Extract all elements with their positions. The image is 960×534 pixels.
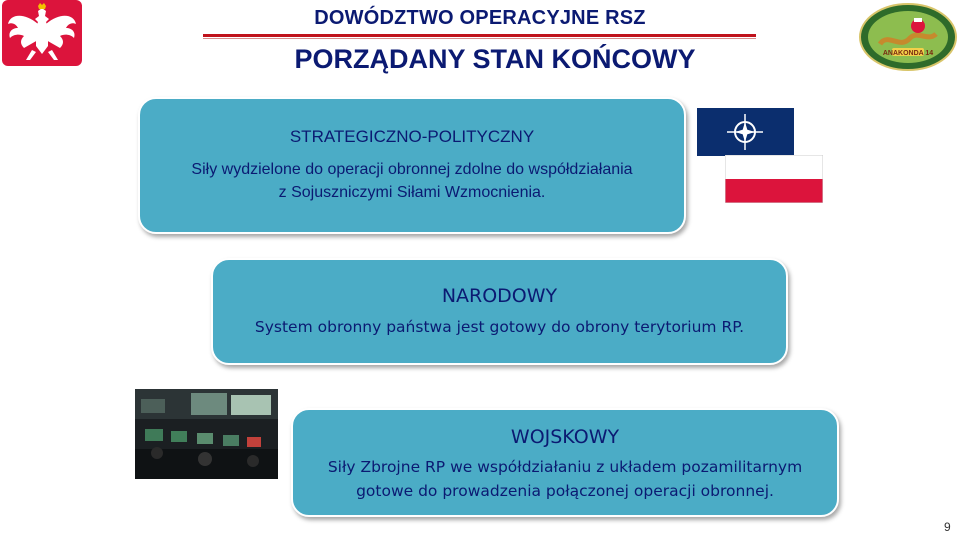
card-body-line: z Sojuszniczymi Siłami Wzmocnienia. <box>278 184 546 201</box>
card-body <box>140 158 684 204</box>
badge-name: ANAKONDA 14 <box>882 50 934 57</box>
card-body-line: Siły Zbrojne RP we współdziałaniu z układem pozamilitarnym <box>327 458 803 476</box>
national-card <box>211 258 788 365</box>
military-card <box>291 408 839 517</box>
organization-title: DOWÓDZTWO OPERACYJNE RSZ <box>314 7 646 29</box>
card-body-line: System obronny państwa jest gotowy do obrony terytorium RP. <box>254 318 745 336</box>
strategic-political-card <box>138 97 686 234</box>
card-heading: NARODOWY <box>441 285 558 307</box>
card-body <box>293 455 837 503</box>
card-body-line: Siły wydzielone do operacji obronnej zdolne do współdziałania <box>191 161 633 178</box>
header-divider <box>203 34 756 37</box>
card-body-line: gotowe do prowadzenia połączonej operacji obronnej. <box>356 482 774 500</box>
page-number: 9 <box>944 520 951 534</box>
poland-flag <box>725 155 823 203</box>
nato-flag <box>697 108 794 156</box>
card-heading: WOJSKOWY <box>510 426 620 448</box>
operations-center-photo <box>135 389 278 479</box>
card-heading: STRATEGICZNO-POLITYCZNY <box>289 127 535 146</box>
slide-title: PORZĄDANY STAN KOŃCOWY <box>294 44 696 74</box>
header-divider-thin <box>203 38 756 39</box>
